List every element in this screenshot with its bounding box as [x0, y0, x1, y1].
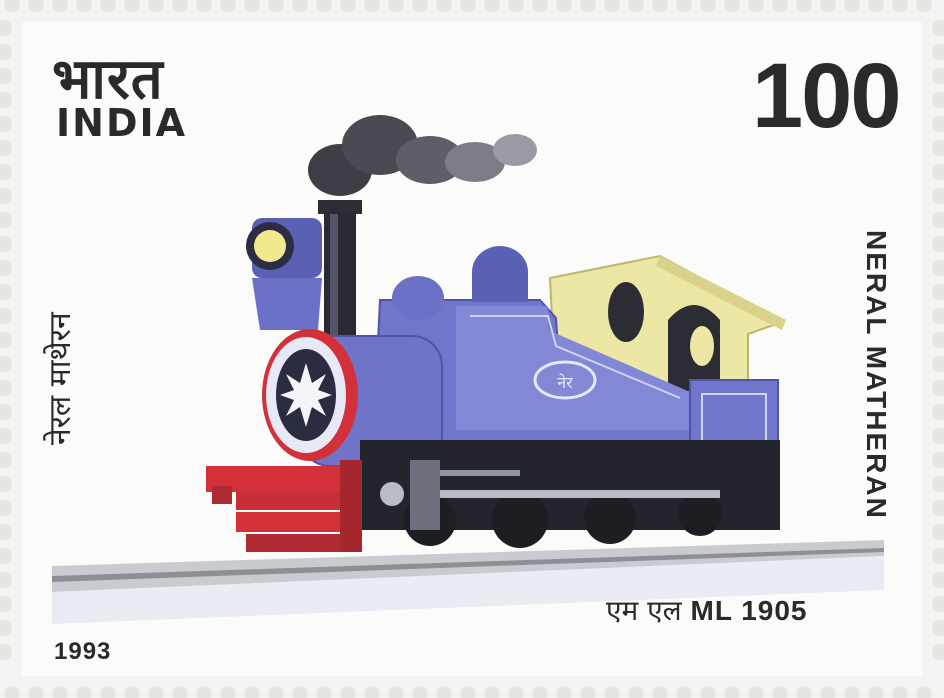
locomotive-caption — [606, 594, 808, 627]
headlamp — [246, 218, 322, 330]
running-gear — [360, 440, 780, 548]
country-name-hindi: भारत — [52, 47, 164, 112]
caption-latin: ML 1905 — [690, 595, 808, 626]
place-name-hindi: नेरल माथेरन — [43, 312, 78, 445]
smoke-plume — [308, 115, 537, 196]
caption-hindi: एम एल — [606, 594, 682, 627]
chimney — [318, 200, 362, 342]
country-name: INDIA — [56, 101, 188, 145]
place-name: NERAL MATHERAN — [861, 230, 892, 520]
issue-year: 1993 — [54, 638, 112, 665]
tank-emblem-text: नेर — [557, 373, 573, 392]
face-value: 100 — [752, 45, 900, 147]
buffer-beam — [206, 460, 362, 552]
